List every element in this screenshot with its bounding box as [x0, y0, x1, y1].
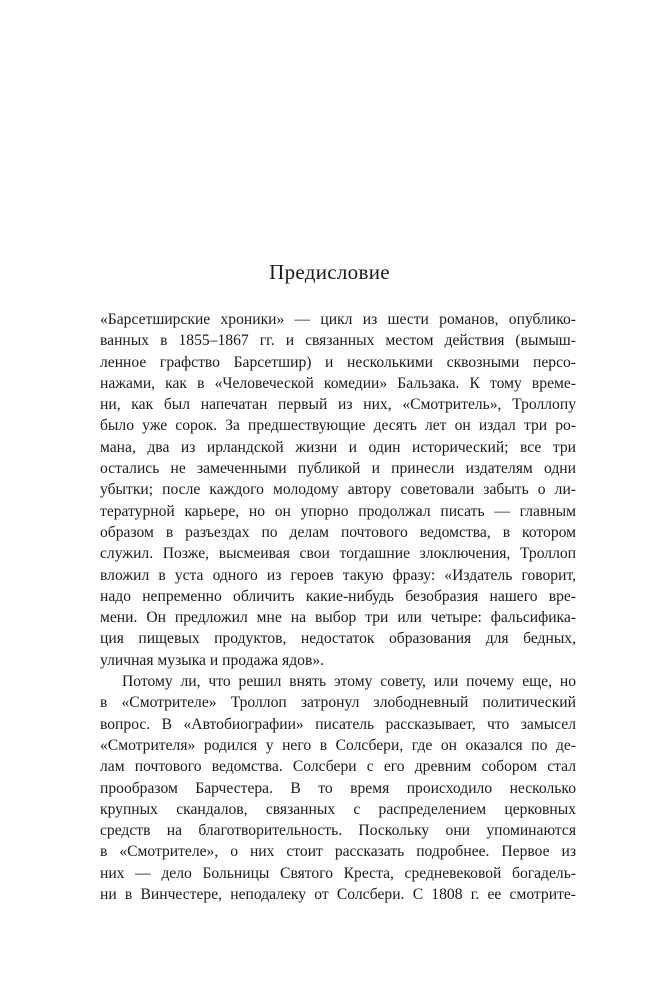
text-line: ни в Винчестере, неподалеку от Солсбери. С 1808 г. ее смотрите- [100, 886, 576, 904]
text-line: них — дело Больницы Святого Креста, средневековой богадель- [100, 864, 576, 882]
text-line: лам почтового ведомства. Солсбери с его древним собором стал [100, 758, 576, 776]
text-line: образом в разъездах по делам почтового ведомства, в котором [100, 523, 576, 541]
text-line: вложил в уста одного из героев такую фразу: «Издатель говорит, [100, 566, 576, 584]
text-line: Потому ли, что решил внять этому совету, или почему еще, но [122, 673, 576, 691]
text-line: мана, два из ирландской жизни и один исторический; все три [100, 438, 576, 456]
text-line: крупных скандалов, связанных с распределением церковных [100, 800, 576, 818]
paragraph-1 [100, 309, 576, 671]
body-text [100, 309, 576, 905]
text-line: средств на благотворительность. Поскольку они упоминаются [100, 822, 576, 840]
text-line: остались не замеченными публикой и принесли издателям одни [100, 460, 576, 478]
text-line: уличная музыка и продажа ядов». [100, 651, 325, 669]
text-line: ленное графство Барсетшир) и несколькими сквозными персо- [100, 353, 576, 371]
paragraph-2 [100, 671, 576, 905]
text-line: служил. Позже, высмеивая свои тогдашние злоключения, Троллоп [100, 545, 576, 563]
text-line: ванных в 1855–1867 гг. и связанных местом действия (вымыш- [100, 332, 576, 350]
text-line: в «Смотрителе», о них стоит рассказать подробнее. Первое из [100, 843, 576, 861]
text-line: нажами, как в «Человеческой комедии» Бальзака. К тому време- [100, 374, 576, 392]
text-line: было уже сорок. За предшествующие десять лет он издал три ро- [100, 417, 576, 435]
text-line: в «Смотрителе» Троллоп затронул злободневный политический [100, 694, 576, 712]
text-line: «Барсетширские хроники» — цикл из шести романов, опублико- [100, 311, 576, 328]
text-line: тературной карьере, но он упорно продолжал писать — главным [100, 502, 576, 520]
text-line: ни, как был напечатан первый из них, «Смотритель», Троллопу [100, 396, 576, 414]
text-line: мени. Он предложил мне на выбор три или четыре: фальсифика- [100, 609, 576, 627]
text-line: вопрос. В «Автобиографии» писатель рассказывает, что замысел [100, 715, 576, 733]
text-line: убытки; после каждого молодому автору советовали забыть о ли- [100, 481, 576, 499]
text-line: «Смотрителя» родился у него в Солсбери, где он оказался по де- [100, 736, 576, 754]
text-line: надо непременно обличить какие-нибудь безобразия нашего вре- [100, 587, 576, 605]
chapter-title: Предисловие [269, 260, 390, 284]
text-line: прообразом Барчестера. В то время происходило несколько [100, 779, 576, 797]
text-line: ция пищевых продуктов, недостаток образования для бедных, [100, 630, 576, 648]
